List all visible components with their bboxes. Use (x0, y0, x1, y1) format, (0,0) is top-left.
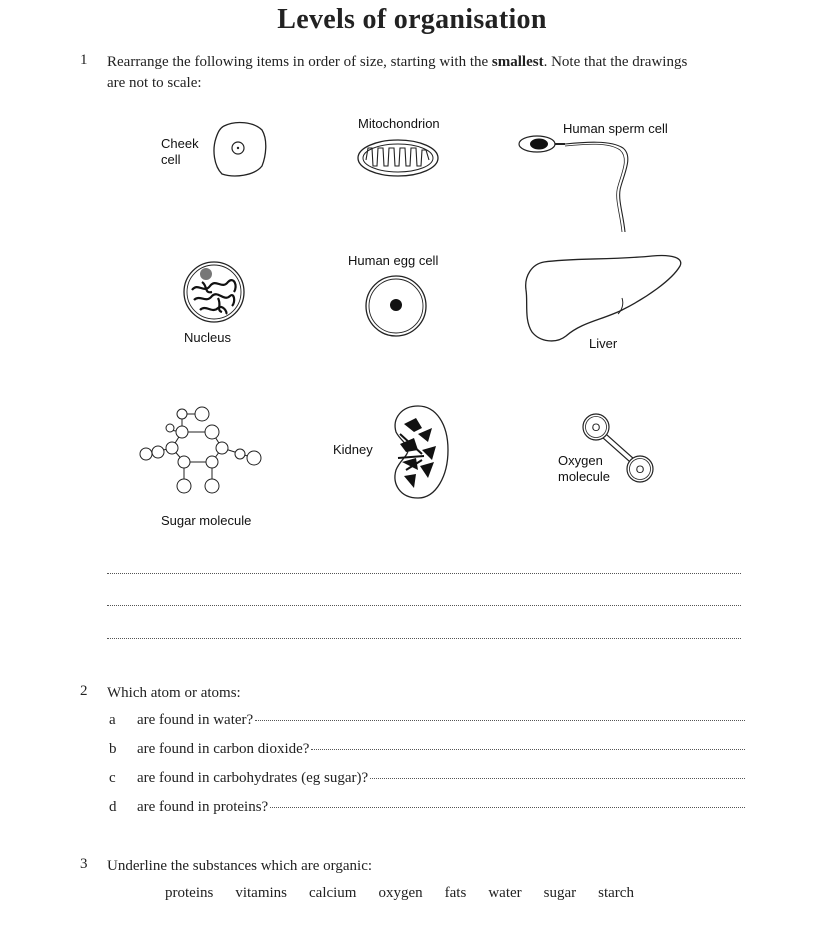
question-3-word-list (165, 885, 656, 902)
sperm-cell-label: Human sperm cell (563, 121, 668, 136)
answer-line-2[interactable] (107, 605, 741, 606)
word-sugar[interactable]: sugar (543, 885, 577, 901)
question-2d-answer-line[interactable] (270, 807, 745, 808)
question-1-text-after: . Note that the drawings are not to scale: (107, 54, 688, 91)
nucleus-label: Nucleus (184, 330, 231, 345)
cheek-cell-label: Cheek cell (161, 136, 199, 167)
liver-label: Liver (589, 336, 618, 351)
answer-line-3[interactable] (107, 638, 741, 639)
egg-cell-drawing (364, 274, 428, 338)
page-title: Levels of organisation (277, 4, 547, 35)
word-proteins[interactable]: proteins (165, 885, 214, 901)
question-2-text: Which atom or atoms: (107, 685, 241, 701)
word-calcium[interactable]: calcium (309, 885, 357, 901)
question-1-text-bold: smallest (491, 54, 544, 70)
question-2c-letter: c (109, 770, 116, 786)
cheek-cell-drawing (210, 120, 270, 180)
svg-text:O: O (635, 464, 645, 476)
question-2c-row[interactable] (137, 770, 745, 787)
word-vitamins[interactable]: vitamins (235, 885, 287, 901)
question-2d-row[interactable] (137, 799, 745, 816)
word-oxygen[interactable]: oxygen (378, 885, 423, 901)
question-2-number: 2 (80, 683, 88, 699)
question-2c-text: are found in carbohydrates (eg sugar)? (137, 770, 369, 786)
question-2b-letter: b (109, 741, 117, 757)
oxygen-molecule-label: Oxygen molecule (558, 453, 611, 484)
mitochondrion-label: Mitochondrion (358, 116, 440, 131)
question-2a-letter: a (109, 712, 116, 728)
svg-text:O: O (591, 422, 601, 434)
question-1-text (107, 52, 707, 94)
question-2b-answer-line[interactable] (311, 749, 745, 750)
question-3-text: Underline the substances which are organic: (107, 858, 373, 874)
question-1-text-before: Rearrange the following items in order of size, starting with the (107, 54, 492, 70)
question-2a-answer-line[interactable] (255, 720, 745, 721)
question-3-number: 3 (80, 856, 88, 872)
mitochondrion-drawing (356, 138, 440, 178)
kidney-label: Kidney (333, 442, 373, 457)
question-2d-text: are found in proteins? (137, 799, 269, 815)
question-2a-text: are found in water? (137, 712, 254, 728)
liver-drawing (522, 252, 684, 344)
question-2a-row[interactable] (137, 712, 745, 729)
sperm-cell-drawing (515, 132, 635, 237)
question-2c-answer-line[interactable] (370, 778, 745, 779)
question-2b-text: are found in carbon dioxide? (137, 741, 310, 757)
question-2d-letter: d (109, 799, 117, 815)
question-1-number: 1 (80, 52, 88, 68)
word-fats[interactable]: fats (444, 885, 467, 901)
word-water[interactable]: water (488, 885, 522, 901)
nucleus-drawing (182, 260, 246, 324)
question-2b-row[interactable] (137, 741, 745, 758)
kidney-drawing (388, 404, 450, 500)
egg-cell-label: Human egg cell (348, 253, 439, 268)
sugar-molecule-label: Sugar molecule (161, 513, 252, 528)
answer-line-1[interactable] (107, 573, 741, 574)
sugar-molecule-drawing (134, 402, 268, 498)
word-starch[interactable]: starch (598, 885, 634, 901)
